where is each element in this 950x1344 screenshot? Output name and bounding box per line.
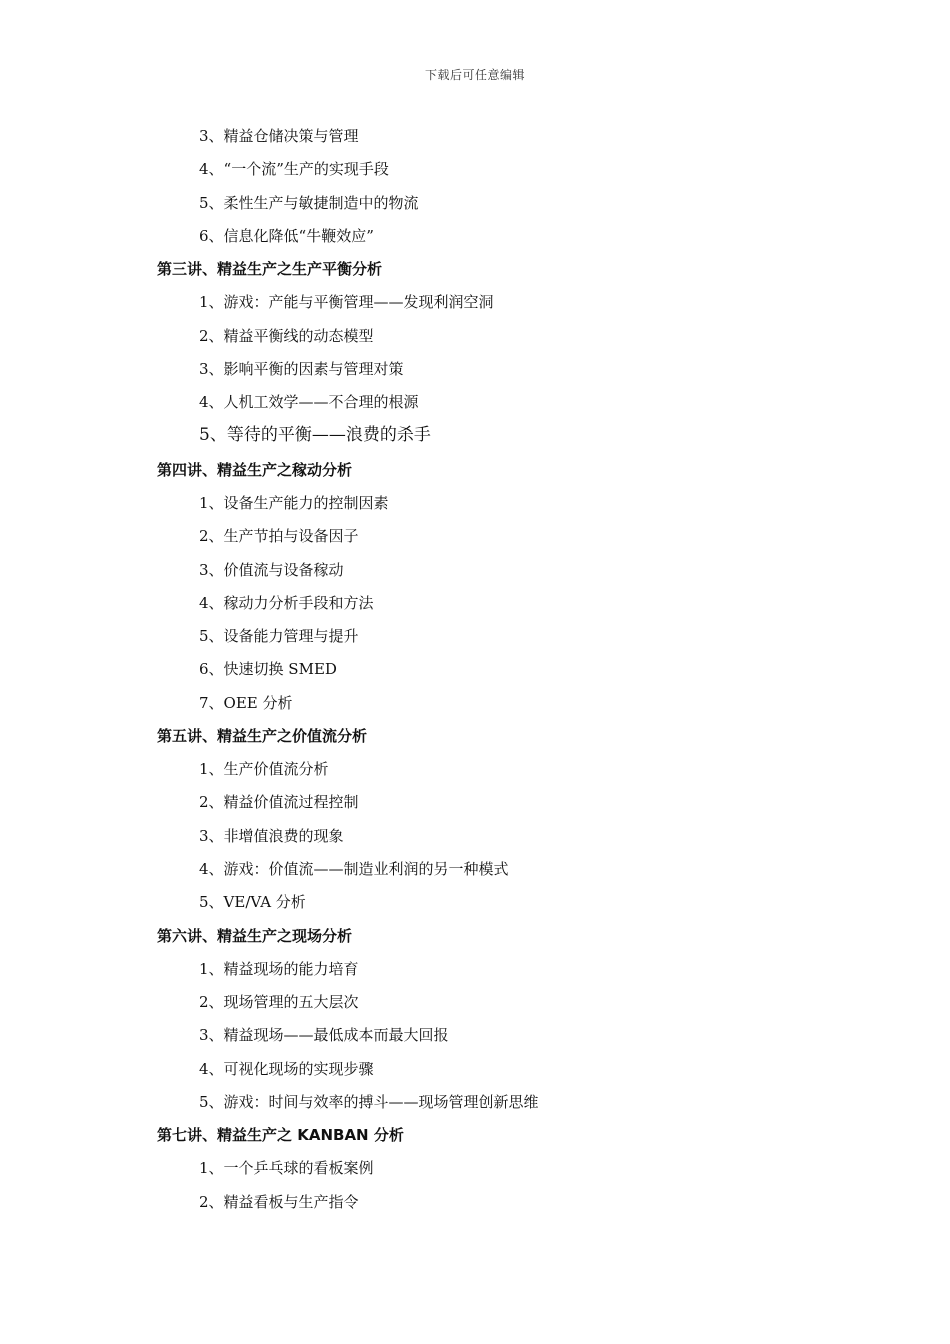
list-item: 2、现场管理的五大层次	[199, 993, 359, 1011]
list-item: 5、等待的平衡——浪费的杀手	[199, 425, 431, 445]
section-heading: 第四讲、精益生产之稼动分析	[157, 461, 353, 479]
list-item: 3、影响平衡的因素与管理对策	[199, 360, 404, 378]
list-item: 6、信息化降低“牛鞭效应”	[199, 227, 374, 245]
list-item: 3、非增值浪费的现象	[199, 827, 344, 845]
list-item: 3、精益仓储决策与管理	[199, 127, 359, 145]
list-item: 4、可视化现场的实现步骤	[199, 1060, 374, 1078]
list-item: 4、稼动力分析手段和方法	[199, 594, 374, 612]
list-item: 5、VE/VA 分析	[199, 893, 306, 911]
list-item: 7、OEE 分析	[199, 694, 293, 712]
list-item: 1、一个乒乓球的看板案例	[199, 1159, 374, 1177]
list-item: 5、柔性生产与敏捷制造中的物流	[199, 194, 419, 212]
list-item: 4、游戏：价值流——制造业利润的另一种模式	[199, 860, 509, 878]
list-item: 4、人机工效学——不合理的根源	[199, 393, 419, 411]
list-item: 4、“一个流”生产的实现手段	[199, 160, 389, 178]
page-header: 下载后可任意编辑	[424, 68, 525, 82]
list-item: 1、游戏：产能与平衡管理——发现利润空洞	[199, 293, 494, 311]
list-item: 5、游戏：时间与效率的搏斗——现场管理创新思维	[199, 1093, 539, 1111]
list-item: 2、生产节拍与设备因子	[199, 527, 359, 545]
list-item: 2、精益看板与生产指令	[199, 1193, 359, 1211]
list-item: 2、精益平衡线的动态模型	[199, 327, 374, 345]
list-item: 5、设备能力管理与提升	[199, 627, 359, 645]
list-item: 1、生产价值流分析	[199, 760, 329, 778]
list-item: 3、精益现场——最低成本而最大回报	[199, 1026, 449, 1044]
list-item: 6、快速切换 SMED	[199, 660, 337, 678]
section-heading: 第五讲、精益生产之价值流分析	[157, 727, 368, 745]
section-heading: 第七讲、精益生产之 KANBAN 分析	[157, 1126, 404, 1144]
list-item: 1、精益现场的能力培育	[199, 960, 359, 978]
section-heading: 第六讲、精益生产之现场分析	[157, 927, 353, 945]
list-item: 3、价值流与设备稼动	[199, 561, 344, 579]
section-heading: 第三讲、精益生产之生产平衡分析	[157, 260, 383, 278]
list-item: 2、精益价值流过程控制	[199, 793, 359, 811]
list-item: 1、设备生产能力的控制因素	[199, 494, 389, 512]
